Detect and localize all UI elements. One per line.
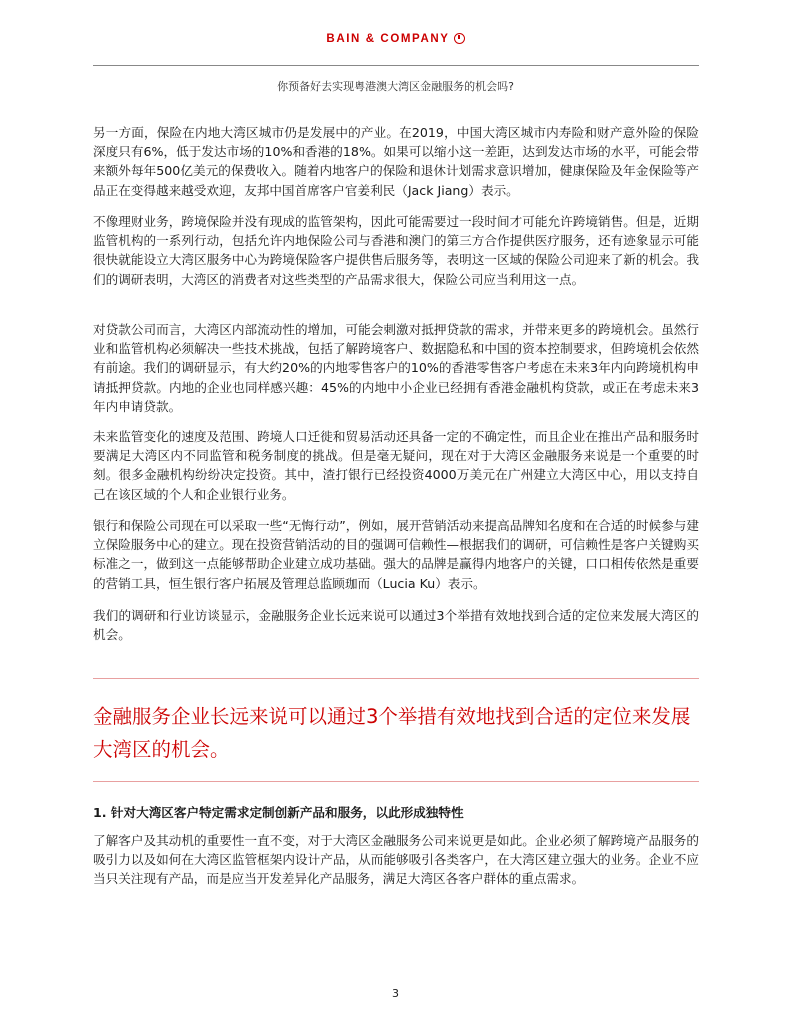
document-title: 你预备好去实现粤港澳大湾区金融服务的机会吗? bbox=[277, 80, 514, 93]
page-number: 3 bbox=[392, 987, 399, 1000]
section-body: 了解客户及其动机的重要性一直不变，对于大湾区金融服务公司来说更是如此。企业必须了解跨境产品服务的吸引力以及如何在大湾区监管框架内设计产品，从而能够吸引各类客户，在大湾区建立强大的业务。企业不应当只关注现有产品，而是应当开发差异化产品服务，满足大湾区各客户群体的重点需求。 bbox=[93, 833, 699, 887]
paragraph-no-regret-actions: 银行和保险公司现在可以采取一些“无悔行动”，例如，展开营销活动来提高品牌知名度和在合适的时候参与建立保险服务中心的建立。现在投资营销活动的目的强调可信赖性—根据我们的调研，可信赖性是客户关键购买标准之一，做到这一点能够帮助企业建立成功基础。强大的品牌是赢得内地客户的关键，口口相传依然是重要的营销工具，恒生银行客户拓展及管理总监顾珈而（Lucia Ku）表示。 bbox=[93, 518, 699, 591]
paragraph-findings: 我们的调研和行业访谈显示，金融服务企业长远来说可以通过3个举措有效地找到合适的定位来发展大湾区的机会。 bbox=[93, 608, 699, 643]
paragraph-regulation: 未来监管变化的速度及范围、跨境人口迁徙和贸易活动还具备一定的不确定性，而且企业在推出产品和服务时要满足大湾区内不同监管和税务制度的挑战。但是毫无疑问，现在对于大湾区金融服务来说是一个重要的时刻。很多金融机构纷纷决定投资。其中，渣打银行已经投资4000万美元在广州建立大湾区中心，用以支持自己在该区域的个人和企业银行业务。 bbox=[93, 429, 699, 502]
brand-logo bbox=[0, 33, 791, 45]
header-rule bbox=[93, 65, 699, 66]
paragraph-insurance: 另一方面，保险在内地大湾区城市仍是发展中的产业。在2019，中国大湾区城市内寿险和财产意外险的保险深度只有6%，低于发达市场的10%和香港的18%。如果可以缩小这一差距，达到发达市场的水平，可能会带来额外每年500亿美元的保费收入。随着内地客户的保险和退休计划需求意识增加，健康保险及年金保险等产品正在变得越来越受欢迎，友邦中国首席客户官姜利民（Jack Jiang）表示。 bbox=[93, 125, 699, 198]
paragraph-cross-border-insurance: 不像理财业务，跨境保险并没有现成的监管架构，因此可能需要过一段时间才可能允许跨境销售。但是，近期监管机构的一系列行动，包括允许内地保险公司与香港和澳门的第三方合作提供医疗服务，还有迹象显示可能很快就能设立大湾区服务中心为跨境保险客户提供售后服务等，表明这一区域的保险公司迎来了新的机会。我们的调研表明，大湾区的消费者对这些类型的产品需求很大，保险公司应当利用这一点。 bbox=[93, 214, 699, 287]
brand-name: BAIN & COMPANY bbox=[326, 33, 450, 45]
pullquote: 金融服务企业长远来说可以通过3个举措有效地找到合适的定位来发展大湾区的机会。 bbox=[93, 705, 691, 761]
paragraph-lending: 对贷款公司而言，大湾区内部流动性的增加，可能会刺激对抵押贷款的需求，并带来更多的跨境机会。虽然行业和监管机构必须解决一些技术挑战，包括了解跨境客户、数据隐私和中国的资本控制要求，但跨境机会依然有前途。我们的调研显示，有大约20%的内地零售客户的10%的香港零售客户考虑在未来3年内向跨境机构申请抵押贷款。内地的企业也同样感兴趣：45%的内地中小企业已经拥有香港金融机构贷款，或正在考虑未来3年内申请贷款。 bbox=[93, 322, 699, 414]
pullquote-top-divider bbox=[93, 678, 699, 679]
brand-mark-icon bbox=[454, 33, 465, 44]
section-heading: 1. 针对大湾区客户特定需求定制创新产品和服务，以此形成独特性 bbox=[93, 805, 464, 820]
pullquote-bottom-divider bbox=[93, 781, 699, 782]
